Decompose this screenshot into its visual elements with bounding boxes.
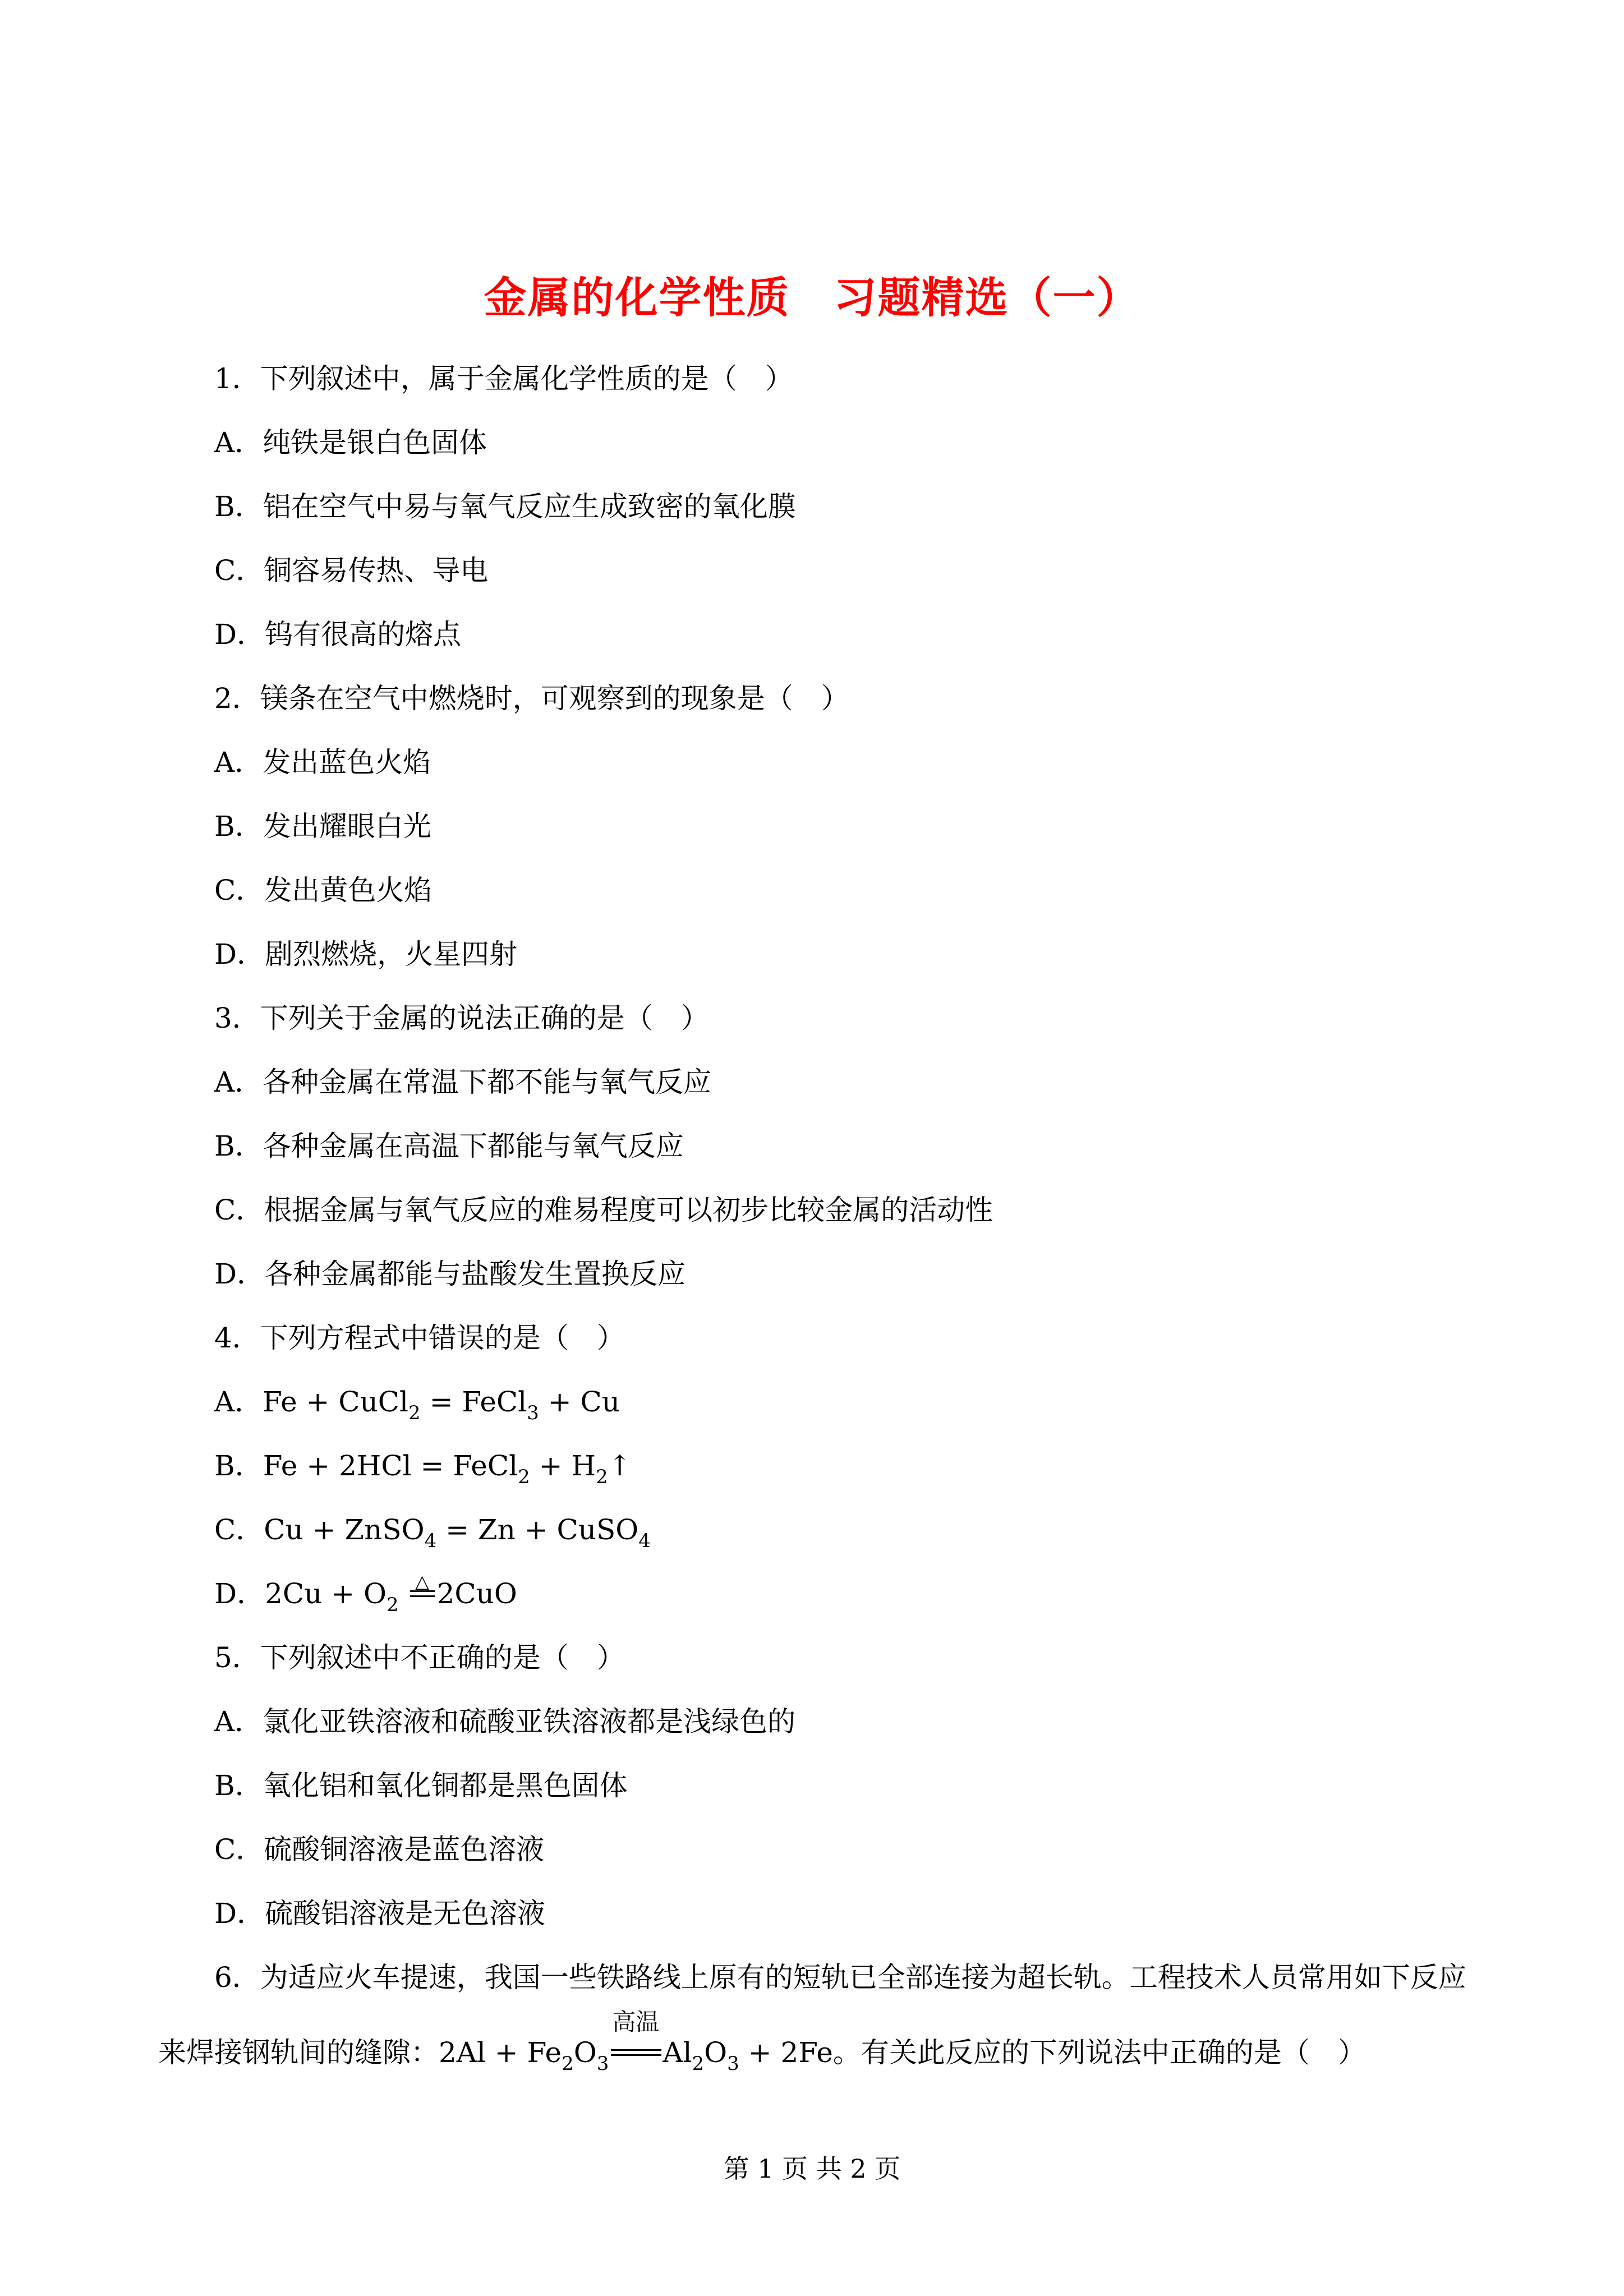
equation-text: O (704, 2036, 728, 2069)
subscript: 2 (518, 1466, 530, 1488)
question-3-option-c: C．根据金属与氧气反应的难易程度可以初步比较金属的活动性 (214, 1194, 993, 1226)
reaction-equals-sign (611, 2049, 661, 2056)
question-1-option-c: C．铜容易传热、导电 (214, 554, 489, 587)
equation-text: = FeCl (420, 1386, 527, 1418)
question-3-option-a: A．各种金属在常温下都不能与氧气反应 (214, 1066, 712, 1098)
subscript: 2 (692, 2053, 705, 2075)
heating-condition (408, 1571, 437, 1613)
subscript: 3 (527, 1402, 539, 1424)
question-5-option-c: C．硫酸铜溶液是蓝色溶液 (214, 1833, 545, 1866)
equation-text: + H (530, 1450, 596, 1482)
option-label: A． (214, 1386, 263, 1418)
question-4-option-a (214, 1382, 620, 1425)
question-3-option-d: D．各种金属都能与盐酸发生置换反应 (214, 1258, 686, 1290)
option-label: C． (214, 1513, 264, 1546)
question-2-stem: 2．镁条在空气中燃烧时，可观察到的现象是（ ） (214, 682, 849, 715)
question-4-stem: 4．下列方程式中错误的是（ ） (214, 1322, 625, 1354)
high-temperature-condition (609, 2008, 663, 2072)
question-2-option-a: A．发出蓝色火焰 (214, 746, 431, 779)
equation-text: = Zn + CuSO (436, 1513, 639, 1546)
question-6-continuation (158, 2008, 1366, 2076)
up-arrow-symbol: ↑ (608, 1450, 632, 1482)
question-2-option-c: C．发出黄色火焰 (214, 874, 433, 907)
question-3-stem: 3．下列关于金属的说法正确的是（ ） (214, 1002, 709, 1034)
equation-text: Fe + CuCl (263, 1386, 409, 1418)
question-5-option-b: B．氧化铝和氧化铜都是黑色固体 (214, 1769, 628, 1802)
subscript: 2 (387, 1594, 399, 1616)
condition-label: 高温 (612, 2008, 660, 2036)
subscript: 3 (727, 2053, 739, 2075)
option-label: D． (214, 1577, 265, 1610)
equation-text: O (573, 2036, 597, 2069)
heating-triangle-icon: △ (415, 1571, 429, 1592)
subscript: 2 (408, 1402, 421, 1424)
subscript: 2 (562, 2053, 574, 2075)
question-4-option-d (214, 1571, 517, 1617)
question-text: 来焊接钢轨间的缝隙： (158, 2036, 439, 2069)
page-title: 金属的化学性质 习题精选（一） (484, 273, 1140, 323)
question-6-stem: 6．为适应火车提速，我国一些铁路线上原有的短轨已全部连接为超长轨。工程技术人员常用如下反应 (214, 1961, 1466, 1994)
equation-text: 2Al + Fe (439, 2036, 562, 2069)
equation-text: Cu + ZnSO (264, 1513, 425, 1546)
question-1-option-b: B．铝在空气中易与氧气反应生成致密的氧化膜 (214, 490, 796, 523)
subscript: 4 (638, 1530, 651, 1552)
question-text: 。有关此反应的下列说法中正确的是（ ） (832, 2036, 1366, 2069)
page-footer: 第 1 页 共 2 页 (723, 2154, 901, 2184)
question-5-stem: 5．下列叙述中不正确的是（ ） (214, 1641, 625, 1674)
question-2-option-d: D．剧烈燃烧，火星四射 (214, 938, 518, 970)
question-4-option-c (214, 1510, 651, 1553)
equation-text: Al (663, 2036, 692, 2069)
subscript: 4 (424, 1530, 437, 1552)
equation-text: + 2Fe (739, 2036, 833, 2069)
equation-text: + Cu (539, 1386, 620, 1418)
question-3-option-b: B．各种金属在高温下都能与氧气反应 (214, 1130, 684, 1162)
question-2-option-b: B．发出耀眼白光 (214, 810, 431, 843)
subscript: 2 (596, 1466, 608, 1488)
question-5-option-a: A．氯化亚铁溶液和硫酸亚铁溶液都是浅绿色的 (214, 1705, 796, 1738)
equation-text: Fe + 2HCl = FeCl (263, 1450, 518, 1482)
question-1-option-d: D．钨有很高的熔点 (214, 618, 462, 651)
question-5-option-d: D．硫酸铝溶液是无色溶液 (214, 1897, 546, 1930)
equation-text: 2Cu + O (265, 1577, 387, 1610)
option-label: B． (214, 1450, 263, 1482)
question-1-option-a: A．纯铁是银白色固体 (214, 426, 487, 459)
reaction-equals-sign (410, 1590, 435, 1597)
question-1-stem: 1．下列叙述中，属于金属化学性质的是（ ） (214, 362, 793, 395)
equation-text: 2CuO (436, 1577, 517, 1610)
question-4-option-b (214, 1446, 632, 1489)
subscript: 3 (596, 2053, 609, 2075)
